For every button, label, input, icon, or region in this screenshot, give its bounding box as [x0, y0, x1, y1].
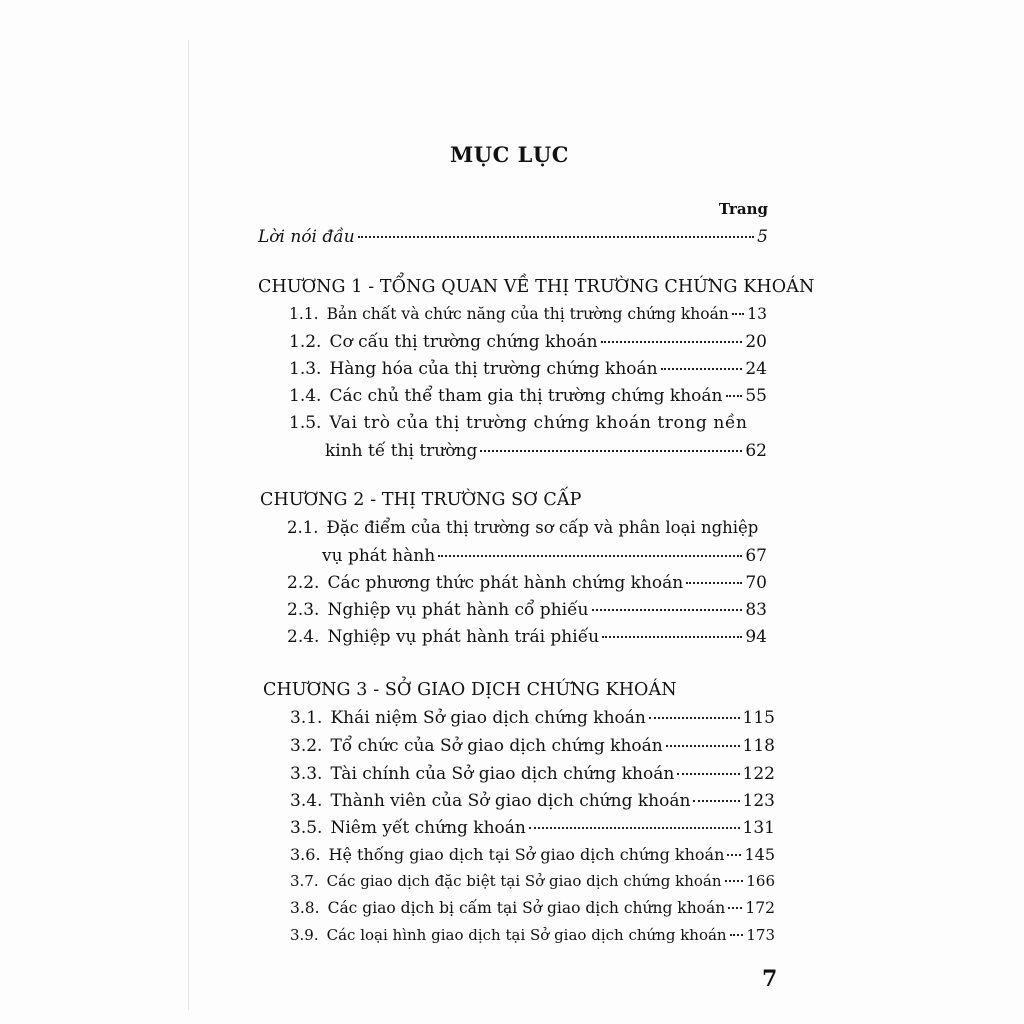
toc-entry-label: Các chủ thể tham gia thị trường chứng khoán	[329, 386, 723, 406]
toc-entry-page: 55	[745, 386, 767, 406]
toc-entry-number: 3.9.	[290, 926, 319, 944]
toc-entry-number: 1.1.	[289, 305, 319, 323]
toc-entry-page: 172	[745, 899, 775, 917]
chapter-1-heading: CHƯƠNG 1 - TỔNG QUAN VỀ THỊ TRƯỜNG CHỨNG KHOÁN	[258, 277, 815, 297]
toc-entry	[287, 627, 767, 647]
leader-dots	[693, 800, 739, 802]
toc-entry-number: 2.2.	[287, 573, 320, 593]
chapter-3-heading: CHƯƠNG 3 - SỞ GIAO DỊCH CHỨNG KHOÁN	[263, 680, 677, 700]
toc-entry-label: Bản chất và chức năng của thị trường chứng khoán	[326, 305, 729, 323]
leader-dots	[726, 395, 743, 397]
leader-dots	[666, 745, 740, 747]
leader-dots	[358, 236, 755, 238]
toc-entry-label: Lời nói đầu	[258, 227, 355, 247]
toc-entry-number: 1.3.	[289, 359, 322, 379]
toc-entry	[287, 600, 767, 620]
toc-entry-label: Các phương thức phát hành chứng khoán	[327, 573, 684, 593]
toc-entry-page: 24	[745, 359, 767, 379]
page-number: 7	[762, 966, 778, 992]
toc-entry-continuation	[322, 546, 767, 566]
toc-entry-page: 123	[742, 791, 775, 811]
toc-entry	[290, 791, 775, 811]
toc-entry-page: 62	[745, 441, 767, 461]
toc-entry-number: 1.2.	[289, 332, 322, 352]
toc-entry-label: Các giao dịch bị cấm tại Sở giao dịch chứng khoán	[327, 899, 726, 917]
toc-entry-page: 131	[742, 818, 775, 838]
toc-entry	[290, 736, 775, 756]
leader-dots	[480, 450, 742, 452]
toc-entry-page: 13	[747, 305, 767, 323]
toc-entry-number: 2.3.	[287, 600, 320, 620]
toc-entry-page: 145	[744, 845, 775, 864]
leader-dots	[730, 934, 744, 936]
toc-entry	[289, 332, 767, 352]
toc-entry-label: Hệ thống giao dịch tại Sở giao dịch chứng khoán	[328, 845, 725, 864]
toc-entry-label: Đặc điểm của thị trường sơ cấp và phân loại nghiệp	[326, 518, 759, 537]
toc-entry	[290, 818, 775, 838]
leader-dots	[601, 341, 743, 343]
toc-entry-number: 1.4.	[289, 386, 322, 406]
toc-entry-page: 67	[745, 546, 767, 566]
toc-entry	[289, 359, 767, 379]
toc-entry-label: Các giao dịch đặc biệt tại Sở giao dịch chứng khoán	[326, 872, 722, 890]
toc-entry-page: 118	[742, 736, 775, 756]
toc-entry-label: Tài chính của Sở giao dịch chứng khoán	[330, 764, 675, 784]
toc-entry	[290, 708, 775, 728]
toc-entry-page: 20	[745, 332, 767, 352]
toc-entry-label: Nghiệp vụ phát hành cổ phiếu	[327, 600, 589, 620]
toc-entry-number: 3.7.	[290, 872, 319, 890]
toc-entry-label-cont: kinh tế thị trường	[325, 441, 478, 461]
toc-entry-continuation	[325, 441, 767, 461]
toc-entry-page: 115	[742, 708, 775, 728]
toc-entry-number: 2.1.	[287, 518, 319, 537]
toc-entry-label: Cơ cấu thị trường chứng khoán	[329, 332, 598, 352]
toc-entry-page: 5	[757, 227, 768, 247]
toc-entry-label: Tổ chức của Sở giao dịch chứng khoán	[330, 736, 663, 756]
toc-entry	[289, 413, 767, 433]
toc-entry-page: 83	[745, 600, 767, 620]
toc-entry	[289, 305, 767, 323]
leader-dots	[727, 854, 741, 856]
page-column-header: Trang	[718, 200, 768, 218]
page-gutter-line	[188, 40, 189, 1010]
toc-entry-number: 3.5.	[290, 818, 323, 838]
toc-entry	[287, 518, 767, 537]
toc-entry-page: 94	[745, 627, 767, 647]
chapter-2-heading: CHƯƠNG 2 - THỊ TRƯỜNG SƠ CẤP	[260, 490, 582, 510]
leader-dots	[661, 368, 743, 370]
leader-dots	[529, 827, 740, 829]
toc-entry	[290, 926, 775, 944]
toc-entry-label: Nghiệp vụ phát hành trái phiếu	[327, 627, 600, 647]
leader-dots	[592, 609, 743, 611]
toc-entry-number: 3.1.	[290, 708, 323, 728]
leader-dots	[602, 636, 742, 638]
toc-entry	[289, 386, 767, 406]
leader-dots	[725, 880, 744, 882]
toc-entry-label: Niêm yết chứng khoán	[330, 818, 526, 838]
toc-entry-number: 3.8.	[290, 899, 320, 917]
toc-entry-label-cont: vụ phát hành	[322, 546, 436, 566]
toc-entry-page: 122	[742, 764, 775, 784]
toc-entry-preface	[258, 227, 768, 247]
toc-entry	[287, 573, 767, 593]
leader-dots	[728, 907, 742, 909]
toc-entry-page: 166	[746, 872, 775, 890]
toc-entry-label: Các loại hình giao dịch tại Sở giao dịch chứng khoán	[326, 926, 727, 944]
toc-entry	[290, 764, 775, 784]
toc-entry-number: 1.5.	[289, 413, 322, 433]
toc-entry	[290, 899, 775, 917]
toc-entry-label: Hàng hóa của thị trường chứng khoán	[329, 359, 658, 379]
toc-entry-page: 70	[745, 573, 767, 593]
toc-entry-label: Khái niệm Sở giao dịch chứng khoán	[330, 708, 646, 728]
leader-dots	[677, 773, 739, 775]
toc-title: MỤC LỤC	[450, 142, 569, 167]
toc-entry-page: 173	[746, 926, 775, 944]
toc-entry-label: Vai trò của thị trường chứng khoán trong nền	[329, 413, 748, 433]
toc-entry-number: 2.4.	[287, 627, 320, 647]
leader-dots	[732, 313, 744, 315]
toc-entry	[290, 872, 775, 890]
toc-entry	[290, 845, 775, 864]
toc-entry-number: 3.3.	[290, 764, 323, 784]
toc-entry-number: 3.6.	[290, 845, 321, 864]
leader-dots	[649, 717, 740, 719]
toc-entry-number: 3.4.	[290, 791, 323, 811]
leader-dots	[438, 555, 742, 557]
leader-dots	[686, 582, 742, 584]
toc-entry-label: Thành viên của Sở giao dịch chứng khoán	[330, 791, 691, 811]
toc-entry-number: 3.2.	[290, 736, 323, 756]
